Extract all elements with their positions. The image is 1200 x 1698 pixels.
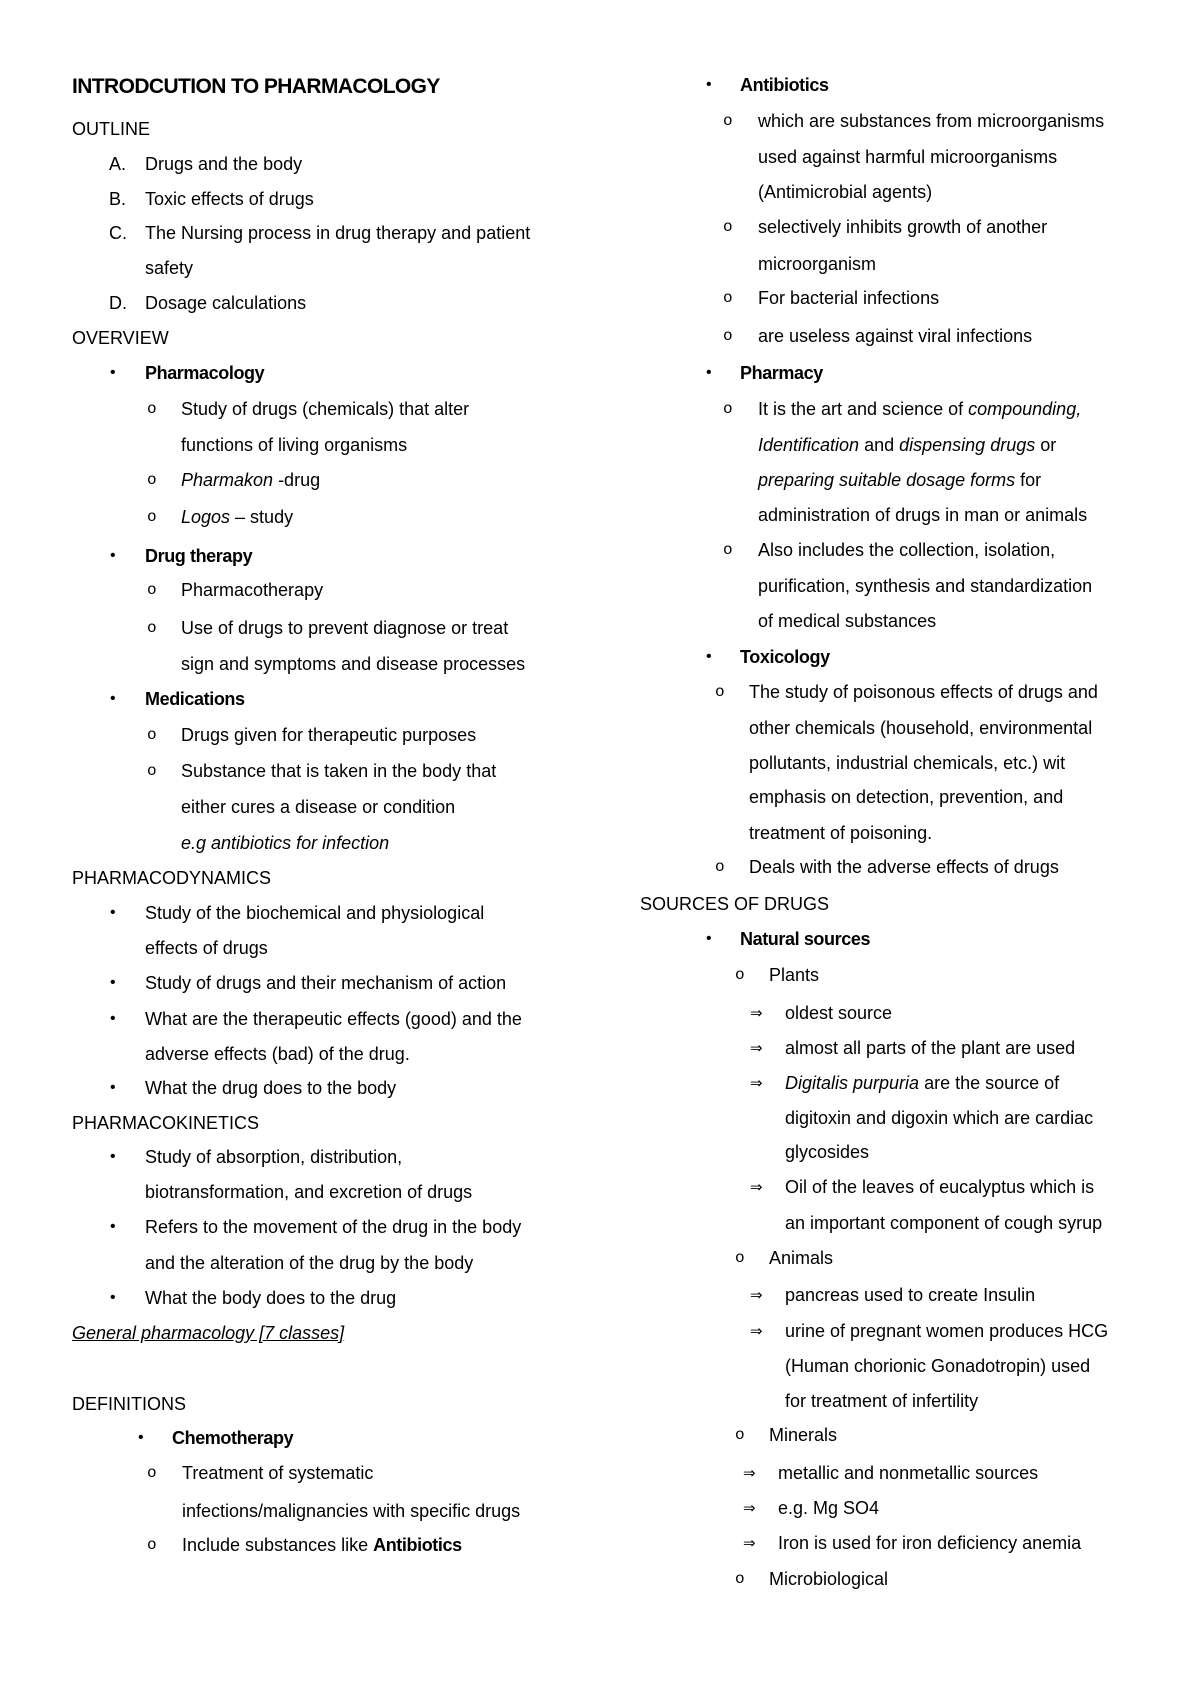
bullet-marker: •: [110, 364, 116, 381]
list-item-text: For bacterial infections: [758, 288, 940, 308]
arrow-marker: ⇒: [750, 1074, 763, 1092]
sub-bullet-marker: o: [147, 1536, 157, 1554]
sub-bullet-marker: o: [735, 1249, 745, 1267]
section-heading-sources: SOURCES OF DRUGS: [640, 894, 830, 914]
outline-letter: A.: [109, 154, 127, 174]
list-item-text: Study of drugs and their mechanism of action: [145, 973, 507, 993]
list-item-text: are useless against viral infections: [758, 326, 1033, 346]
term-medications: Medications: [145, 689, 245, 709]
outline-item-text: safety: [145, 258, 194, 278]
include-term: Antibiotics: [373, 1535, 462, 1555]
list-item-text: glycosides: [785, 1142, 870, 1162]
section-heading-pharmacodynamics: PHARMACODYNAMICS: [72, 868, 272, 888]
list-item-text: The study of poisonous effects of drugs and: [749, 682, 1098, 702]
list-item-text: urine of pregnant women produces HCG: [785, 1321, 1109, 1341]
list-item-text: used against harmful microorganisms: [758, 147, 1058, 167]
list-item-text: Study of absorption, distribution,: [145, 1147, 403, 1167]
sub-bullet-marker: o: [735, 966, 745, 984]
list-item-text: infections/malignancies with specific drugs: [182, 1501, 521, 1521]
sub-bullet-marker: o: [147, 619, 157, 637]
list-item-text: Use of drugs to prevent diagnose or treat: [181, 618, 509, 638]
sub-bullet-marker: o: [723, 289, 733, 307]
list-item-text: of medical substances: [758, 611, 937, 631]
bullet-marker: •: [110, 547, 116, 564]
list-item-text: Iron is used for iron deficiency anemia: [778, 1533, 1082, 1553]
text-run: and: [859, 435, 900, 455]
list-item-text: either cures a disease or condition: [181, 797, 456, 817]
list-item-text: What the drug does to the body: [145, 1078, 397, 1098]
term-toxicology: Toxicology: [740, 647, 830, 667]
list-item-text: an important component of cough syrup: [785, 1213, 1103, 1233]
text-run: It is the art and science of: [758, 399, 969, 419]
term-italic: Logos: [181, 507, 231, 527]
bullet-marker: •: [706, 930, 712, 947]
list-item-text: other chemicals (household, environmental: [749, 718, 1093, 738]
term-pharmacy: Pharmacy: [740, 363, 823, 383]
sub-bullet-marker: o: [723, 327, 733, 345]
italic-run: dispensing drugs: [899, 435, 1036, 455]
list-item-text: Substance that is taken in the body that: [181, 761, 497, 781]
bullet-marker: •: [706, 364, 712, 381]
include-text: Include substances like: [182, 1535, 374, 1555]
outline-letter: B.: [109, 189, 127, 209]
outline-letter: D.: [109, 293, 127, 313]
bullet-marker: •: [110, 904, 116, 921]
sub-bullet-marker: o: [723, 541, 733, 559]
term-chemotherapy: Chemotherapy: [172, 1428, 294, 1448]
bullet-marker: •: [706, 76, 712, 93]
sub-bullet-marker: o: [147, 581, 157, 599]
list-item-text: Refers to the movement of the drug in the body: [145, 1217, 522, 1237]
list-item-text: Also includes the collection, isolation,: [758, 540, 1056, 560]
source-minerals-label: Minerals: [769, 1425, 838, 1445]
list-item-text: [758, 434, 1056, 456]
list-item-text: What the body does to the drug: [145, 1288, 397, 1308]
italic-run: Identification: [758, 435, 860, 455]
list-item-text: functions of living organisms: [181, 435, 408, 455]
sub-bullet-marker: o: [735, 1570, 745, 1588]
arrow-marker: ⇒: [750, 1004, 763, 1022]
sub-bullet-marker: o: [715, 683, 725, 701]
bullet-marker: •: [110, 1289, 116, 1306]
arrow-marker: ⇒: [743, 1499, 756, 1517]
sub-bullet-marker: o: [147, 1464, 157, 1482]
list-item-text: (Human chorionic Gonadotropin) used: [785, 1356, 1091, 1376]
italic-run: preparing suitable dosage forms: [758, 470, 1016, 490]
list-item-text: Treatment of systematic: [182, 1463, 374, 1483]
source-plants-label: Plants: [769, 965, 820, 985]
list-item-text: e.g. Mg SO4: [778, 1498, 880, 1518]
text-run: are the source of: [919, 1073, 1060, 1093]
outline-letter: C.: [109, 223, 127, 243]
example-text: e.g antibiotics for infection: [181, 833, 390, 853]
text-run: or: [1035, 435, 1057, 455]
term-pharmacology: Pharmacology: [145, 363, 265, 383]
sub-bullet-marker: o: [723, 218, 733, 236]
bullet-marker: •: [110, 1218, 116, 1235]
list-item-text: Study of drugs (chemicals) that alter: [181, 399, 470, 419]
list-item-text: and the alteration of the drug by the body: [145, 1253, 474, 1273]
sub-bullet-marker: o: [735, 1426, 745, 1444]
list-item-text: treatment of poisoning.: [749, 823, 933, 843]
sub-bullet-marker: o: [147, 726, 157, 744]
list-item-text: adverse effects (bad) of the drug.: [145, 1044, 410, 1064]
list-item-text: for treatment of infertility: [785, 1391, 979, 1411]
list-item-logos: [181, 506, 293, 528]
list-item-pharmakon: [181, 469, 320, 491]
sub-bullet-marker: o: [147, 471, 157, 489]
list-item-text: digitoxin and digoxin which are cardiac: [785, 1108, 1094, 1128]
arrow-marker: ⇒: [750, 1322, 763, 1340]
list-item-text: oldest source: [785, 1003, 893, 1023]
bullet-marker: •: [110, 1010, 116, 1027]
outline-item-text: Toxic effects of drugs: [145, 189, 314, 209]
list-item-text: Pharmacotherapy: [181, 580, 324, 600]
term-antibiotics: Antibiotics: [740, 75, 829, 95]
list-item-text: emphasis on detection, prevention, and: [749, 787, 1064, 807]
arrow-marker: ⇒: [743, 1464, 756, 1482]
list-item-text: which are substances from microorganisms: [758, 111, 1105, 131]
list-item-text: administration of drugs in man or animals: [758, 505, 1088, 525]
arrow-marker: ⇒: [750, 1286, 763, 1304]
bullet-marker: •: [706, 648, 712, 665]
arrow-marker: ⇒: [743, 1534, 756, 1552]
term-italic: Pharmakon: [181, 470, 274, 490]
term-natural-sources: Natural sources: [740, 929, 871, 949]
list-item-text: [785, 1072, 1059, 1094]
section-heading-pharmacokinetics: PHARMACOKINETICS: [72, 1113, 260, 1133]
list-item-text: metallic and nonmetallic sources: [778, 1463, 1039, 1483]
list-item-text: selectively inhibits growth of another: [758, 217, 1048, 237]
text-run: for: [1015, 470, 1042, 490]
list-item-text: pancreas used to create Insulin: [785, 1285, 1036, 1305]
sub-bullet-marker: o: [147, 762, 157, 780]
list-item-include: [182, 1534, 462, 1556]
bullet-marker: •: [110, 1148, 116, 1165]
bullet-marker: •: [110, 690, 116, 707]
list-item-text: pollutants, industrial chemicals, etc.) wit: [749, 753, 1066, 773]
general-pharmacology-note: General pharmacology [7 classes]: [72, 1323, 345, 1343]
outline-item-text: Drugs and the body: [145, 154, 303, 174]
sub-bullet-marker: o: [723, 400, 733, 418]
list-item-text: [758, 469, 1041, 491]
bullet-marker: •: [138, 1429, 144, 1446]
list-item-text: Study of the biochemical and physiological: [145, 903, 485, 923]
arrow-marker: ⇒: [750, 1178, 763, 1196]
section-heading-definitions: DEFINITIONS: [72, 1394, 187, 1414]
list-item-text: Drugs given for therapeutic purposes: [181, 725, 477, 745]
list-item-text: Deals with the adverse effects of drugs: [749, 857, 1059, 877]
list-item-text: almost all parts of the plant are used: [785, 1038, 1076, 1058]
list-item-text: (Antimicrobial agents): [758, 182, 933, 202]
outline-item-text: The Nursing process in drug therapy and patient: [145, 223, 531, 243]
list-item-text: purification, synthesis and standardization: [758, 576, 1093, 596]
term-meaning: -drug: [273, 470, 321, 490]
source-animals-label: Animals: [769, 1248, 834, 1268]
sub-bullet-marker: o: [715, 858, 725, 876]
outline-item-text: Dosage calculations: [145, 293, 307, 313]
term-drug-therapy: Drug therapy: [145, 546, 253, 566]
italic-run: Digitalis purpuria: [785, 1073, 920, 1093]
list-item-text: What are the therapeutic effects (good) and the: [145, 1009, 522, 1029]
list-item-text: microorganism: [758, 254, 877, 274]
sub-bullet-marker: o: [723, 112, 733, 130]
section-heading-overview: OVERVIEW: [72, 328, 169, 348]
sub-bullet-marker: o: [147, 508, 157, 526]
list-item-text: Oil of the leaves of eucalyptus which is: [785, 1177, 1095, 1197]
list-item-text: effects of drugs: [145, 938, 268, 958]
term-meaning: – study: [230, 507, 294, 527]
bullet-marker: •: [110, 974, 116, 991]
italic-run: compounding,: [968, 399, 1082, 419]
document-title: INTRODCUTION TO PHARMACOLOGY: [72, 75, 440, 98]
source-microbiological-label: Microbiological: [769, 1569, 889, 1589]
section-heading-outline: OUTLINE: [72, 119, 151, 139]
list-item-text: [758, 398, 1081, 420]
arrow-marker: ⇒: [750, 1039, 763, 1057]
list-item-text: sign and symptoms and disease processes: [181, 654, 526, 674]
bullet-marker: •: [110, 1079, 116, 1096]
sub-bullet-marker: o: [147, 400, 157, 418]
list-item-text: biotransformation, and excretion of drugs: [145, 1182, 473, 1202]
